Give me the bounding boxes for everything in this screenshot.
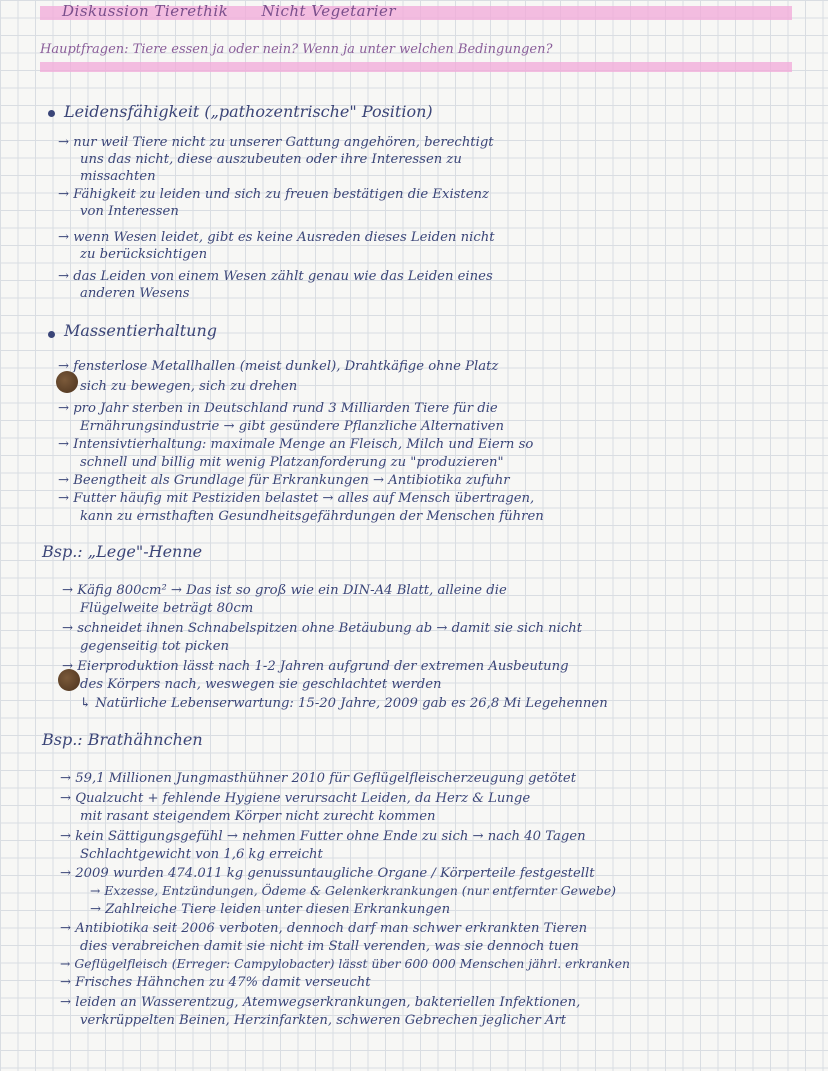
title-right: Nicht Vegetarier: [261, 2, 397, 20]
text-line: → das Leiden von einem Wesen zählt genau wie das Leiden eines: [58, 269, 493, 284]
text-line: → schneidet ihnen Schnabelspitzen ohne Betäubung ab → damit sie sich nicht: [62, 621, 583, 636]
title-left: Diskussion Tierethik: [62, 2, 229, 20]
text-line: des Körpers nach, weswegen sie geschlachtet werden: [80, 677, 442, 692]
text-line: → Exzesse, Entzündungen, Ödeme & Gelenkerkrankungen (nur entfernter Gewebe): [90, 883, 616, 898]
text-line: uns das nicht, diese auszubeuten oder ihre Interessen zu: [80, 152, 462, 167]
page-title: [62, 2, 424, 20]
text-line: → fensterlose Metallhallen (meist dunkel), Drahtkäfige ohne Platz: [58, 359, 499, 374]
main-question: Hauptfragen: Tiere essen ja oder nein? Wenn ja unter welchen Bedingungen?: [40, 42, 553, 57]
text-line: mit rasant steigendem Körper nicht zurecht kommen: [80, 809, 436, 824]
text-line: → Beengtheit als Grundlage für Erkrankungen → Antibiotika zufuhr: [58, 473, 510, 488]
text-line: → Fähigkeit zu leiden und sich zu freuen bestätigen die Existenz: [58, 187, 489, 202]
text-line: → Geflügelfleisch (Erreger: Campylobacter) lässt über 600 000 Menschen jährl. erkranken: [60, 956, 631, 971]
text-line: → Antibiotika seit 2006 verboten, dennoch darf man schwer erkrankten Tieren: [60, 921, 588, 936]
text-line: gegenseitig tot picken: [80, 639, 229, 654]
bullet-dot: [48, 110, 55, 117]
text-line: zu berücksichtigen: [80, 247, 208, 262]
text-line: → Intensivtierhaltung: maximale Menge an Fleisch, Milch und Eiern so: [58, 437, 534, 452]
bullet-dot: [48, 331, 55, 338]
text-line: → nur weil Tiere nicht zu unserer Gattung angehören, berechtigt: [58, 135, 494, 150]
text-line: → Frisches Hähnchen zu 47% damit verseucht: [60, 975, 371, 990]
section-heading-haehnchen: Bsp.: Brathähnchen: [42, 730, 203, 749]
text-line: → Zahlreiche Tiere leiden unter diesen Erkrankungen: [90, 902, 451, 917]
question-highlight: [40, 62, 792, 72]
text-line: sich zu bewegen, sich zu drehen: [80, 379, 298, 394]
text-line: Ernährungsindustrie → gibt gesündere Pflanzliche Alternativen: [80, 419, 504, 434]
text-line: → 2009 wurden 474.011 kg genussuntaugliche Organe / Körperteile festgestellt: [60, 866, 595, 881]
text-line: → leiden an Wasserentzug, Atemwegserkrankungen, bakteriellen Infektionen,: [60, 995, 581, 1010]
text-line: dies verabreichen damit sie nicht im Stall verenden, was sie dennoch tuen: [80, 939, 579, 954]
text-line: kann zu ernsthaften Gesundheitsgefährdungen der Menschen führen: [80, 509, 544, 524]
text-line: missachten: [80, 169, 156, 184]
section-heading-massen: Massentierhaltung: [64, 321, 218, 340]
text-line: schnell und billig mit wenig Platzanforderung zu "produzieren": [80, 455, 504, 470]
text-line: Flügelweite beträgt 80cm: [80, 601, 254, 616]
text-line: Schlachtgewicht von 1,6 kg erreicht: [80, 847, 323, 862]
section-heading-henne: Bsp.: „Lege"-Henne: [42, 542, 203, 561]
brown-dot-marker: [56, 371, 78, 393]
text-line: verkrüppelten Beinen, Herzinfarkten, schweren Gebrechen jeglicher Art: [80, 1013, 567, 1028]
text-line: → pro Jahr sterben in Deutschland rund 3 Milliarden Tiere für die: [58, 401, 498, 416]
text-line: von Interessen: [80, 204, 179, 219]
text-line: → Futter häufig mit Pestiziden belastet → alles auf Mensch übertragen,: [58, 491, 535, 506]
section-heading-leiden: Leidensfähigkeit („pathozentrische" Position): [64, 102, 433, 121]
text-line: → 59,1 Millionen Jungmasthühner 2010 für Geflügelfleischerzeugung getötet: [60, 771, 576, 786]
text-line: anderen Wesens: [80, 286, 190, 301]
text-line: ↳ Natürliche Lebenserwartung: 15-20 Jahre, 2009 gab es 26,8 Mi Legehennen: [80, 696, 608, 711]
text-line: → Eierproduktion lässt nach 1-2 Jahren aufgrund der extremen Ausbeutung: [62, 659, 569, 674]
text-line: → wenn Wesen leidet, gibt es keine Ausreden dieses Leiden nicht: [58, 230, 495, 245]
text-line: → Qualzucht + fehlende Hygiene verursacht Leiden, da Herz & Lunge: [60, 791, 531, 806]
text-line: → kein Sättigungsgefühl → nehmen Futter ohne Ende zu sich → nach 40 Tagen: [60, 829, 586, 844]
text-line: → Käfig 800cm² → Das ist so groß wie ein DIN-A4 Blatt, alleine die: [62, 583, 507, 598]
